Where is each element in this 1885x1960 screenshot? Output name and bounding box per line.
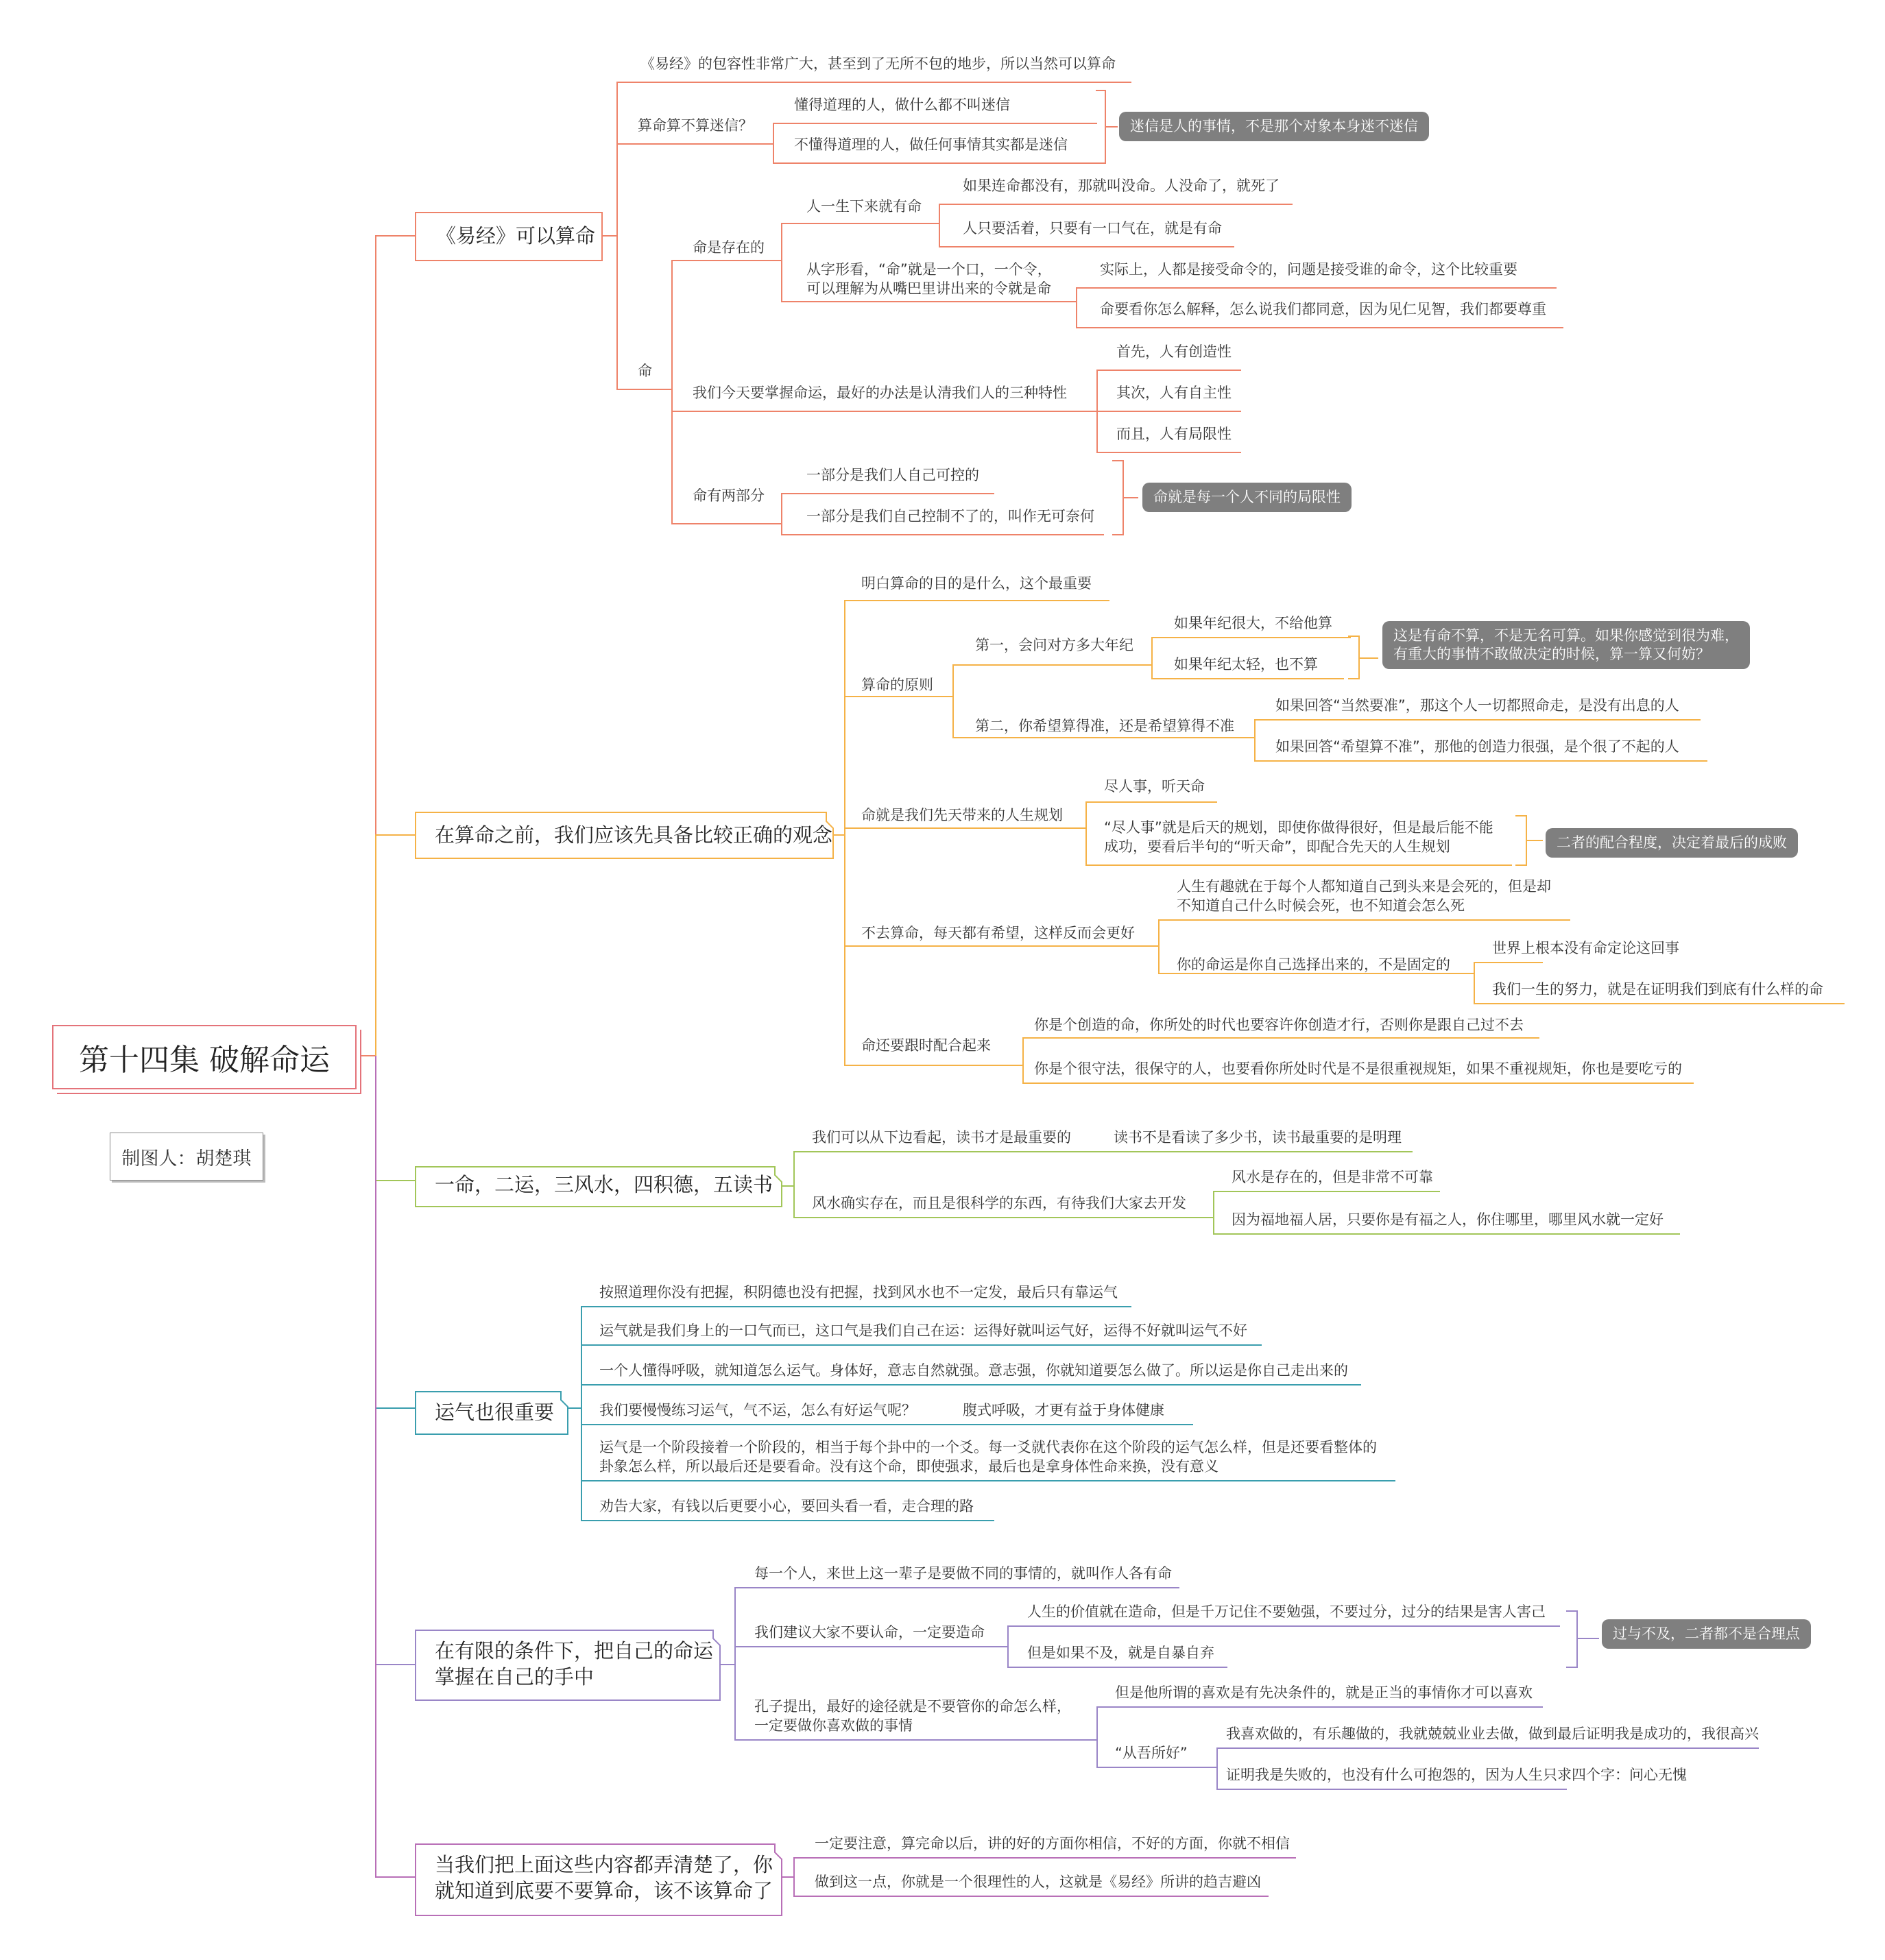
root-title: 第十四集 破解命运 [79,1043,330,1078]
b4-node-6[interactable]: 劝告大家，有钱以后更要小心，要回头看一看，走合理的路 [599,1498,974,1514]
b2-node-4a-line2[interactable]: 不知道自己什么时候会死，也不知道会怎么死 [1177,897,1465,914]
branch3-label[interactable]: 一命，二运，三风水，四积德，五读书 [435,1173,773,1196]
b5-node-3a[interactable]: 但是他所谓的喜欢是有先决条件的，就是正当的事情你才可以喜欢 [1115,1684,1533,1701]
b1-node-m1b1[interactable]: 实际上，人都是接受命令的，问题是接受谁的命令，这个比较重要 [1100,261,1517,278]
branch5-label-line1[interactable]: 在有限的条件下，把自己的命运 [435,1639,714,1662]
b3-node-2[interactable]: 风水确实存在，而且是很科学的东西，有待我们大家去开发 [812,1195,1186,1211]
branch6-label-line2[interactable]: 就知道到底要不要算命，该不该算命了 [435,1879,773,1902]
b1-node-m1a[interactable]: 人一生下来就有命 [806,198,922,215]
b2-node-2b2[interactable]: 如果回答“希望算不准”，那他的创造力很强，是个很了不起的人 [1275,738,1679,755]
branch1-label[interactable]: 《易经》可以算命 [436,224,596,247]
b2-node-5a[interactable]: 你是个创造的命，你所处的时代也要容许你创造才行，否则你是跟自己过不去 [1034,1017,1524,1033]
branch6-label-line1[interactable]: 当我们把上面这些内容都弄清楚了，你 [435,1853,773,1876]
b2-node-2b[interactable]: 第二，你希望算得准，还是希望算得不准 [975,718,1234,734]
b1-summary-2[interactable]: 命就是每一个人不同的局限性 [1142,483,1352,512]
b1-node-2[interactable]: 算命算不算迷信？ [638,117,753,134]
b2-node-3a[interactable]: 尽人事，听天命 [1104,778,1205,795]
b5-node-2a[interactable]: 人生的价值就在造命，但是千万记住不要勉强，不要过分，过分的结果是害人害己 [1027,1604,1546,1620]
b3-node-2b[interactable]: 因为福地福人居，只要你是有福之人，你住哪里，哪里风水就一定好 [1232,1211,1664,1228]
b3-node-2a[interactable]: 风水是存在的，但是非常不可靠 [1232,1169,1433,1185]
b5-summary-1[interactable]: 过与不及，二者都不是合理点 [1602,1619,1811,1649]
b1-node-2a[interactable]: 懂得道理的人，做什么都不叫迷信 [794,97,1010,113]
b1-node-m2[interactable]: 我们今天要掌握命运，最好的办法是认清我们人的三种特性 [693,385,1067,401]
b1-node-m2b[interactable]: 其次，人有自主性 [1116,385,1232,401]
b5-node-3b1[interactable]: 我喜欢做的，有乐趣做的，我就兢兢业业去做，做到最后证明我是成功的，我很高兴 [1226,1726,1759,1742]
branch5-label-line2[interactable]: 掌握在自己的手中 [435,1665,595,1689]
b2-node-3b-line1[interactable]: “尽人事”就是后天的规划，即使你做得很好，但是最后能不能 [1104,819,1493,836]
b3-node-1a[interactable]: 读书不是看读了多少书，读书最重要的是明理 [1114,1129,1402,1146]
b4-node-3[interactable]: 一个人懂得呼吸，就知道怎么运气。身体好，意志自然就强。意志强，你就知道要怎么做了。所以运是你自己走出来的 [599,1362,1348,1379]
b1-node-m3a[interactable]: 一部分是我们人自己可控的 [806,467,979,483]
b2-node-3[interactable]: 命就是我们先天带来的人生规划 [861,807,1063,823]
b3-node-1[interactable]: 我们可以从下边看起，读书才是最重要的 [812,1129,1071,1146]
branch2-label[interactable]: 在算命之前，我们应该先具备比较正确的观念 [435,823,833,847]
b4-node-1[interactable]: 按照道理你没有把握，积阴德也没有把握，找到风水也不一定发，最后只有靠运气 [599,1284,1118,1300]
b4-node-4[interactable]: 我们要慢慢练习运气，气不运，怎么有好运气呢？ [599,1402,916,1418]
b1-node-m1b2[interactable]: 命要看你怎么解释，怎么说我们都同意，因为见仁见智，我们都要尊重 [1100,301,1546,317]
b2-node-2[interactable]: 算命的原则 [861,677,933,693]
b6-node-2[interactable]: 做到这一点，你就是一个很理性的人，这就是《易经》所讲的趋吉避凶 [815,1874,1261,1890]
b2-node-2a2[interactable]: 如果年纪太轻，也不算 [1174,656,1318,673]
b5-node-3-line1[interactable]: 孔子提出，最好的途径就是不要管你的命怎么样， [754,1698,1071,1715]
b1-node-1[interactable]: 《易经》的包容性非常广大，甚至到了无所不包的地步，所以当然可以算命 [640,56,1116,72]
b2-node-2b1[interactable]: 如果回答“当然要准”，那这个人一切都照命走，是没有出息的人 [1275,697,1679,714]
b2-node-4b2[interactable]: 我们一生的努力，就是在证明我们到底有什么样的命 [1492,981,1823,997]
b1-summary-1[interactable]: 迷信是人的事情，不是那个对象本身迷不迷信 [1119,112,1429,141]
b1-node-m1b-line1[interactable]: 从字形看，“命”就是一个口，一个令， [806,261,1052,278]
b4-node-2[interactable]: 运气就是我们身上的一口气而已，这口气是我们自己在运：运得好就叫运气好，运得不好就叫运气不好 [599,1322,1247,1339]
branch4-label[interactable]: 运气也很重要 [435,1401,555,1424]
trunk-lines [354,236,416,1877]
b2-node-2a[interactable]: 第一，会问对方多大年纪 [975,637,1133,653]
b2-node-4b[interactable]: 你的命运是你自己选择出来的，不是固定的 [1177,956,1450,973]
b1-node-m1a1[interactable]: 如果连命都没有，那就叫没命。人没命了，就死了 [963,178,1280,194]
b2-summary-1-line1: 这是有命不算，不是无名可算。如果你感觉到很为难， [1393,627,1739,644]
b1-node-m2a[interactable]: 首先，人有创造性 [1116,343,1232,360]
b1-node-m3[interactable]: 命有两部分 [693,487,765,504]
b1-node-2b[interactable]: 不懂得道理的人，做任何事情其实都是迷信 [794,136,1068,153]
root-topic[interactable] [52,1025,357,1089]
b1-node-m3b[interactable]: 一部分是我们自己控制不了的，叫作无可奈何 [806,508,1094,524]
b6-node-1[interactable]: 一定要注意，算完命以后，讲的好的方面你相信，不好的方面，你就不相信 [815,1835,1290,1852]
b1-node-m1[interactable]: 命是存在的 [693,239,765,256]
b2-node-4b1[interactable]: 世界上根本没有命定论这回事 [1492,940,1679,956]
b1-node-m2c[interactable]: 而且，人有局限性 [1116,426,1232,442]
b2-node-3b-line2[interactable]: 成功，要看后半句的“听天命”，即配合先天的人生规划 [1104,838,1450,855]
b2-summary-1[interactable] [1382,621,1750,669]
b4-node-5-line2[interactable]: 卦象怎么样，所以最后还是要看命。没有这个命，即使强求，最后也是拿身体性命来换，没有意义 [599,1458,1218,1475]
b5-node-2[interactable]: 我们建议大家不要认命，一定要造命 [754,1624,985,1641]
b5-node-3-line2[interactable]: 一定要做你喜欢做的事情 [754,1717,913,1734]
b4-node-5-line1[interactable]: 运气是一个阶段接着一个阶段的，相当于每个卦中的一个爻。每一爻就代表你在这个阶段的运气怎么样，但是还要看整体的 [599,1439,1377,1455]
b5-node-1[interactable]: 每一个人，来世上这一辈子是要做不同的事情的，就叫作人各有命 [754,1565,1172,1582]
b1-node-m1b-line2[interactable]: 可以理解为从嘴巴里讲出来的令就是命 [806,280,1051,297]
b2-node-2a1[interactable]: 如果年纪很大，不给他算 [1174,615,1332,631]
b2-node-5[interactable]: 命还要跟时配合起来 [861,1037,991,1054]
b2-node-5b[interactable]: 你是个很守法，很保守的人，也要看你所处时代是不是很重视规矩，如果不重视规矩，你也是要吃亏的 [1034,1061,1682,1077]
b1-node-ming[interactable]: 命 [638,363,652,379]
b5-node-3b[interactable]: “从吾所好” [1115,1745,1188,1761]
b2-node-1[interactable]: 明白算命的目的是什么，这个最重要 [861,575,1092,592]
b5-node-2b[interactable]: 但是如果不及，就是自暴自弃 [1027,1645,1214,1661]
author-label: 制图人：胡楚琪 [110,1133,263,1181]
b2-summary-1-line2: 有重大的事情不敢做决定的时候，算一算又何妨？ [1393,646,1710,662]
b5-node-3b2[interactable]: 证明我是失败的，也没有什么可抱怨的，因为人生只求四个字：问心无愧 [1226,1767,1687,1783]
b4-node-4a[interactable]: 腹式呼吸，才更有益于身体健康 [963,1402,1164,1418]
b2-node-4[interactable]: 不去算命，每天都有希望，这样反而会更好 [861,925,1135,941]
b2-summary-2[interactable]: 二者的配合程度，决定着最后的成败 [1546,828,1798,858]
b1-node-m1a2[interactable]: 人只要活着，只要有一口气在，就是有命 [963,220,1222,237]
b2-node-4a-line1[interactable]: 人生有趣就在于每个人都知道自己到头来是会死的，但是却 [1177,878,1551,895]
